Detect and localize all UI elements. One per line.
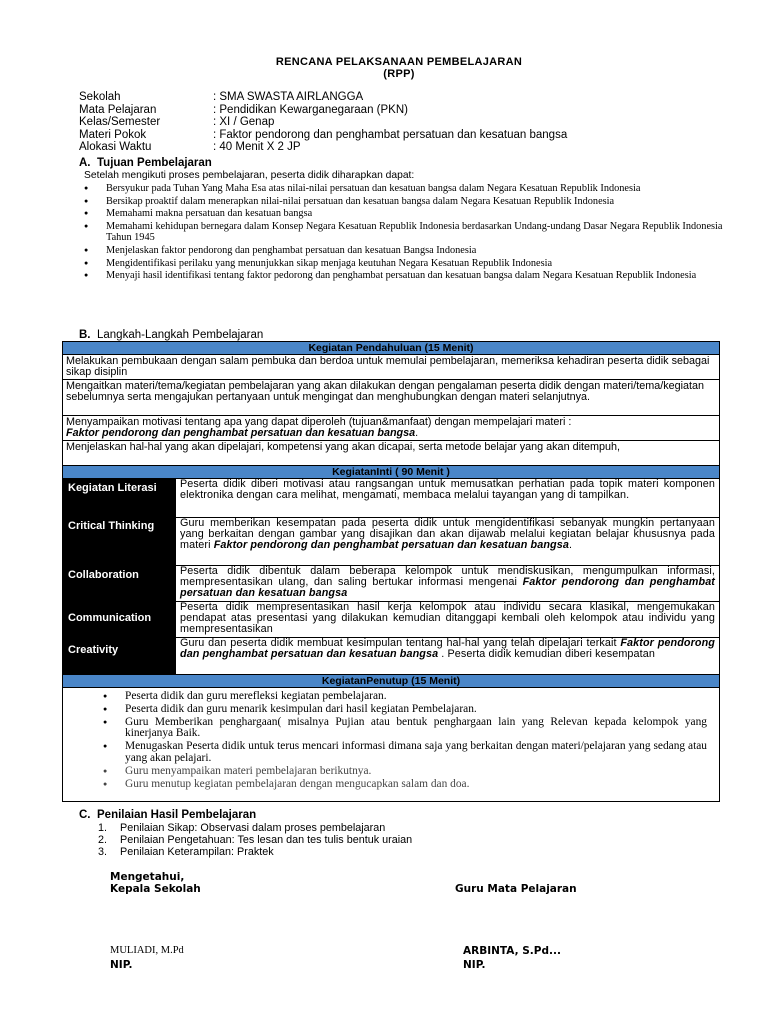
meta-value: : XI / Genap bbox=[213, 116, 275, 129]
list-item bbox=[98, 822, 412, 834]
meta-value: : Faktor pendorong dan penghambat persatuan dan kesatuan bangsa bbox=[213, 128, 568, 141]
opening-header: Kegiatan Pendahuluan (15 Menit) bbox=[63, 342, 719, 355]
meta-key: Kelas/Semester bbox=[79, 116, 161, 129]
document-subtitle: (RPP) bbox=[383, 68, 415, 80]
list-item: ● Peserta didik dan guru menarik kesimpulan dari hasil kegiatan Pembelajaran. bbox=[103, 704, 707, 716]
core-text bbox=[176, 602, 719, 637]
core-text-topic: Faktor pendorong dan penghambat persatuan dan kesatuan bangsa bbox=[213, 539, 569, 552]
teacher-nip: NIP. bbox=[463, 959, 486, 971]
list-item: ● Guru menutup kegiatan pembelajaran dengan mengucapkan salam dan doa. bbox=[103, 779, 707, 791]
meta-key: Mata Pelajaran bbox=[79, 103, 157, 116]
objectives-list bbox=[84, 183, 724, 283]
core-row bbox=[63, 638, 719, 675]
meta-row bbox=[79, 91, 567, 104]
core-label: Collaboration bbox=[63, 566, 176, 601]
section-title: Tujuan Pembelajaran bbox=[97, 157, 212, 169]
core-row bbox=[63, 602, 719, 638]
core-row bbox=[63, 479, 719, 518]
meta-key: Materi Pokok bbox=[79, 128, 147, 141]
list-number: 1. bbox=[98, 822, 108, 834]
closing-list bbox=[103, 691, 707, 790]
meta-row bbox=[79, 104, 567, 117]
table-row: Melakukan pembukaan dengan salam pembuka dan berdoa untuk memulai pembelajaran, memeriksa kehadiran peserta didik sebagai sikap disiplin bbox=[63, 355, 719, 380]
core-label: Kegiatan Literasi bbox=[63, 479, 176, 517]
core-label: Creativity bbox=[63, 638, 176, 674]
identity-block bbox=[79, 91, 567, 154]
core-label: Critical Thinking bbox=[63, 518, 176, 565]
list-item: ● Menugaskan Peserta didik untuk terus mencari informasi dimana saja yang berkaitan dengan materi/pelajaran yang sedang atau yang akan pelajari. bbox=[103, 741, 707, 765]
section-a-heading bbox=[79, 157, 212, 169]
core-text bbox=[176, 518, 719, 565]
list-text: Penilaian Sikap: Observasi dalam proses pembelajaran bbox=[120, 822, 386, 834]
list-text: Penilaian Pengetahuan: Tes lesan dan tes tulis bentuk uraian bbox=[120, 834, 413, 847]
meta-row bbox=[79, 116, 567, 129]
list-item: ● Guru Memberikan penghargaan( misalnya Pujian atau bentuk penghargaan lain yang Relevan kepada kelompok yang kinerjanya Baik. bbox=[103, 717, 707, 741]
section-number: C. bbox=[79, 809, 91, 821]
table-row: Mengaitkan materi/tema/kegiatan pembelajaran yang akan dilakukan dengan pengalaman peserta didik dengan materi/tema/kegiatan sebelumnya serta mengajukan pertanyaan untuk mengingat dan menghubungkan dengan materi selanjutnya. bbox=[63, 380, 719, 416]
list-item bbox=[98, 846, 412, 858]
meta-value: : SMA SWASTA AIRLANGGA bbox=[213, 91, 364, 103]
core-text-end: . Peserta didik kemudian diberi kesempatan bbox=[438, 648, 655, 661]
meta-value: : 40 Menit X 2 JP bbox=[213, 141, 301, 154]
list-item: ● Memahami kehidupan bernegara dalam Konsep Negara Kesatuan Republik Indonesia berdasarkan Undang-undang Dasar Negara Republik Indonesia Tahun 1945 bbox=[84, 221, 724, 243]
principal-title: Kepala Sekolah bbox=[110, 883, 201, 895]
core-text-main: Peserta didik diberi motivasi atau rangsangan untuk memusatkan perhatian pada topik materi komponen elektronika dengan cara melihat, mengamati, membaca melalui tayangan yang di tampilkan. bbox=[180, 479, 715, 502]
principal-nip: NIP. bbox=[110, 959, 133, 971]
learning-steps-table bbox=[62, 341, 720, 802]
meta-key: Alokasi Waktu bbox=[79, 141, 152, 154]
list-item: ● Bersikap proaktif dalam menerapkan nilai-nilai persatuan dan kesatuan bangsa dalam Negara Kesatuan Republik Indonesia bbox=[84, 196, 724, 207]
list-item: ● Peserta didik dan guru merefleksi kegiatan pembelajaran. bbox=[103, 691, 707, 703]
list-item: ● Menjelaskan faktor pendorong dan penghambat persatuan dan kesatuan Bangsa Indonesia bbox=[84, 245, 724, 256]
section-c-heading bbox=[79, 809, 256, 821]
table-row: Menjelaskan hal-hal yang akan dipelajari, kompetensi yang akan dicapai, serta metode belajar yang akan ditempuh, bbox=[63, 441, 719, 466]
document-title: RENCANA PELAKSANAAN PEMBELAJARAN bbox=[275, 56, 523, 68]
core-text bbox=[176, 638, 719, 674]
core-text-topic: Faktor pendorong dan penghambat persatuan dan kesatuan bangsa bbox=[180, 576, 715, 600]
meta-row bbox=[79, 129, 567, 142]
core-text-topic: Faktor pendorong dan penghambat persatuan dan kesatuan bangsa bbox=[180, 638, 715, 661]
table-row bbox=[63, 416, 719, 441]
teacher-title: Guru Mata Pelajaran bbox=[455, 883, 577, 895]
list-item: ● Bersyukur pada Tuhan Yang Maha Esa atas nilai-nilai persatuan dan kesatuan bangsa dalam Negara Kesatuan Republik Indonesia bbox=[84, 183, 724, 194]
core-text-main: Guru dan peserta didik membuat kesimpulan tentang hal-hal yang telah dipelajari terkait bbox=[180, 638, 621, 649]
core-row bbox=[63, 518, 719, 566]
section-title: Penilaian Hasil Pembelajaran bbox=[97, 809, 257, 821]
core-text bbox=[176, 566, 719, 601]
motivation-text: Menyampaikan motivasi tentang apa yang dapat diperoleh (tujuan&manfaat) dengan mempelajari materi : bbox=[66, 416, 572, 428]
core-text-end: . bbox=[568, 539, 573, 552]
list-text: Penilaian Keterampilan: Praktek bbox=[120, 846, 274, 859]
core-text-main: Peserta didik dibentuk dalam beberapa kelompok untuk mendiskusikan, mengumpulkan informasi, mempresentasikan ulang, dan saling bertukar informasi mengenai bbox=[180, 566, 715, 589]
assessment-list bbox=[98, 822, 412, 859]
core-header: KegiatanInti ( 90 Menit ) bbox=[63, 466, 719, 479]
meta-value: : Pendidikan Kewarganegaraan (PKN) bbox=[213, 103, 408, 116]
list-number: 2. bbox=[98, 834, 108, 847]
core-label: Communication bbox=[63, 602, 176, 637]
teacher-name: ARBINTA, S.Pd... bbox=[463, 945, 561, 957]
core-text-main: Guru memberikan kesempatan pada peserta didik untuk mengidentifikasi sebanyak mungkin pertanyaan yang berkaitan dengan gambar yang disajikan dan akan dijawab melalui kegiatan belajar khususnya pada materi bbox=[180, 518, 715, 552]
section-number: A. bbox=[79, 157, 91, 169]
section-b-heading bbox=[79, 329, 263, 341]
list-item: ● Mengidentifikasi perilaku yang menunjukkan sikap menjaga keutuhan Negara Kesatuan Republik Indonesia bbox=[84, 258, 724, 269]
motivation-end: . bbox=[415, 427, 419, 440]
core-text-main: Peserta didik mempresentasikan hasil kerja kelompok atau individu secara klasikal, mengemukakan pendapat atas presentasi yang dilakukan kemudian ditanggapi kembali oleh kelompok atau individu yang mempresentasikan bbox=[180, 602, 715, 636]
motivation-topic: Faktor pendorong dan penghambat persatuan dan kesatuan bangsa bbox=[66, 427, 416, 440]
meta-row bbox=[79, 141, 567, 154]
section-number: B. bbox=[79, 329, 91, 341]
meta-key: Sekolah bbox=[79, 91, 121, 103]
list-item: ● Memahami makna persatuan dan kesatuan bangsa bbox=[84, 208, 724, 219]
objectives-intro: Setelah mengikuti proses pembelajaran, peserta didik diharapkan dapat: bbox=[84, 170, 415, 181]
core-row bbox=[63, 566, 719, 602]
acknowledged-label: Mengetahui, bbox=[110, 871, 185, 883]
list-item bbox=[98, 834, 412, 846]
list-item: ● Guru menyampaikan materi pembelajaran berikutnya. bbox=[103, 766, 707, 778]
section-title: Langkah-Langkah Pembelajaran bbox=[97, 329, 264, 341]
closing-header: KegiatanPenutup (15 Menit) bbox=[63, 675, 719, 688]
list-item: ● Menyaji hasil identifikasi tentang faktor pedorong dan penghambat persatuan dan kesatuan bangsa dalam Negara Kesatuan Republik Indonesia bbox=[84, 270, 724, 281]
core-text bbox=[176, 479, 719, 517]
list-number: 3. bbox=[98, 846, 108, 859]
principal-name: MULIADI, M.Pd bbox=[110, 945, 184, 956]
closing-cell bbox=[63, 688, 719, 801]
